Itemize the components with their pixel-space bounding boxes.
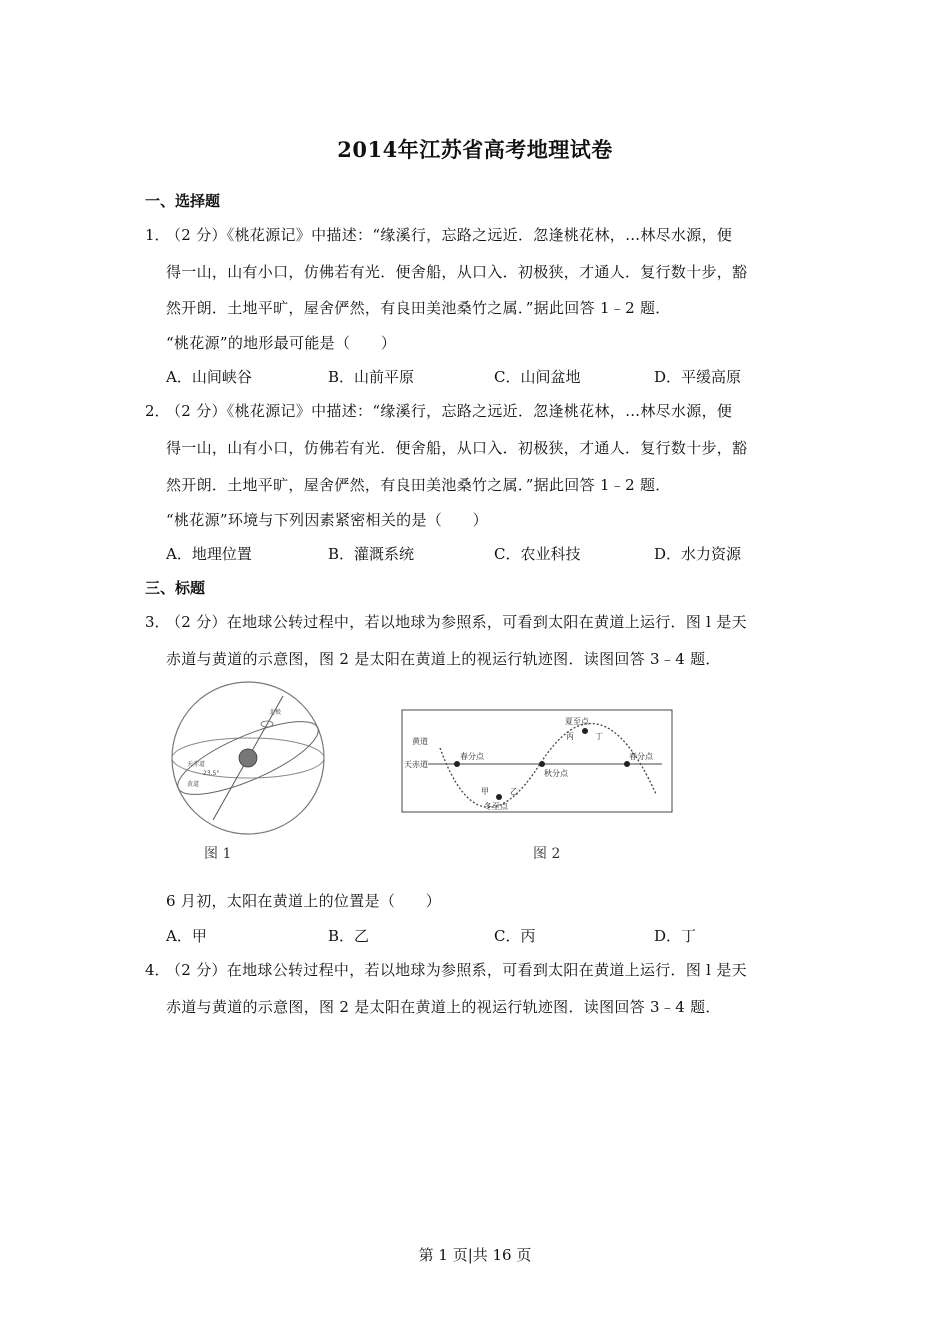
question-2-option-b[interactable]: B．灌溉系统 — [328, 545, 415, 563]
figure-1-label-tianchidao: 天赤道 — [187, 761, 206, 768]
figure-2-label-chunfen-2: 春分点 — [629, 752, 653, 761]
question-1-line-1: （2 分）《桃花源记》中描述：“缘溪行，忘路之远近．忽逢桃花林，…林尽水源，便 — [166, 226, 733, 244]
question-2-option-a[interactable]: A．地理位置 — [166, 545, 252, 563]
question-3-option-c[interactable]: C．丙 — [494, 927, 536, 945]
question-4-number: 4． — [145, 961, 170, 979]
question-4-line-2: 赤道与黄道的示意图，图 2 是太阳在黄道上的视运行轨迹图．读图回答 3﹣4 题． — [166, 998, 721, 1016]
question-1-line-3: 然开朗．土地平旷，屋舍俨然，有良田美池桑竹之属．”据此回答 1﹣2 题． — [166, 299, 671, 317]
figure-2-point-dongzhi — [496, 794, 502, 800]
figure-1-caption: 图 1 — [204, 846, 232, 862]
question-3-stem: 6 月初，太阳在黄道上的位置是（ ） — [166, 892, 442, 910]
question-1-line-2: 得一山，山有小口，仿佛若有光．便舍船，从口入．初极狭，才通人．复行数十步，豁 — [166, 263, 748, 281]
question-2-line-2: 得一山，山有小口，仿佛若有光．便舍船，从口入．初极狭，才通人．复行数十步，豁 — [166, 439, 748, 457]
figure-1-label-huangdao: 黄道 — [187, 781, 200, 788]
figure-2-label-tianchidao: 天赤道 — [404, 760, 428, 769]
question-1-option-a[interactable]: A．山间峡谷 — [166, 368, 252, 386]
question-1-option-b[interactable]: B．山前平原 — [328, 368, 415, 386]
page-footer: 第 1 页|共 16 页 — [418, 1246, 532, 1264]
question-3-line-2: 赤道与黄道的示意图，图 2 是太阳在黄道上的视运行轨迹图．读图回答 3﹣4 题． — [166, 650, 721, 668]
figure-2-label-jia: 甲 — [481, 787, 489, 796]
question-2-number: 2． — [145, 402, 170, 420]
document-title: 2014年江苏省高考地理试卷 — [337, 137, 613, 162]
question-4-line-1: （2 分）在地球公转过程中，若以地球为参照系，可看到太阳在黄道上运行．图 l 是天 — [166, 961, 747, 979]
question-3-option-d[interactable]: D．丁 — [654, 927, 697, 945]
question-1-number: 1． — [145, 226, 170, 244]
question-3-line-1: （2 分）在地球公转过程中，若以地球为参照系，可看到太阳在黄道上运行．图 l 是天 — [166, 613, 747, 631]
question-3-number: 3． — [145, 613, 170, 631]
figure-2-label-ding: 丁 — [595, 732, 603, 741]
figure-2-label-chunfen-1: 春分点 — [460, 752, 484, 761]
figure-1-label-angle: 23.5° — [203, 770, 220, 777]
figure-2-point-chunfen-2 — [624, 761, 630, 767]
figure-2-label-huangdao: 黄道 — [412, 737, 428, 746]
section-heading-titled: 三、标题 — [145, 579, 206, 597]
figure-2-point-qiufen — [539, 761, 545, 767]
question-2-stem: “桃花源”环境与下列因素紧密相关的是（ ） — [166, 511, 488, 529]
figure-2-label-yi: 乙 — [510, 787, 518, 796]
question-1-option-c[interactable]: C．山间盆地 — [494, 368, 581, 386]
figure-2-label-xiazhi: 夏至点 — [565, 717, 589, 726]
question-1-stem: “桃花源”的地形最可能是（ ） — [166, 334, 397, 352]
section-heading-choice: 一、选择题 — [145, 192, 221, 210]
figure-1-label-axis: 北极 — [269, 709, 282, 716]
figure-2-label-bing: 丙 — [566, 732, 574, 741]
figure-2-label-dongzhi: 冬至点 — [484, 802, 508, 811]
figure-2-label-qiufen: 秋分点 — [544, 769, 568, 778]
question-1-option-d[interactable]: D．平缓高原 — [654, 368, 742, 386]
question-3-option-a[interactable]: A．甲 — [166, 927, 207, 945]
question-2-option-d[interactable]: D．水力资源 — [654, 545, 742, 563]
question-2-line-1: （2 分）《桃花源记》中描述：“缘溪行，忘路之远近．忽逢桃花林，…林尽水源，便 — [166, 402, 733, 420]
question-2-line-3: 然开朗．土地平旷，屋舍俨然，有良田美池桑竹之属．”据此回答 1﹣2 题． — [166, 476, 671, 494]
figure-2-caption: 图 2 — [533, 846, 561, 862]
figure-1-celestial-sphere — [165, 678, 335, 843]
figure-2-point-chunfen-1 — [454, 761, 460, 767]
question-2-option-c[interactable]: C．农业科技 — [494, 545, 581, 563]
question-3-option-b[interactable]: B．乙 — [328, 927, 370, 945]
figure-2-solar-path — [400, 708, 674, 814]
figure-2-point-xiazhi — [582, 728, 588, 734]
